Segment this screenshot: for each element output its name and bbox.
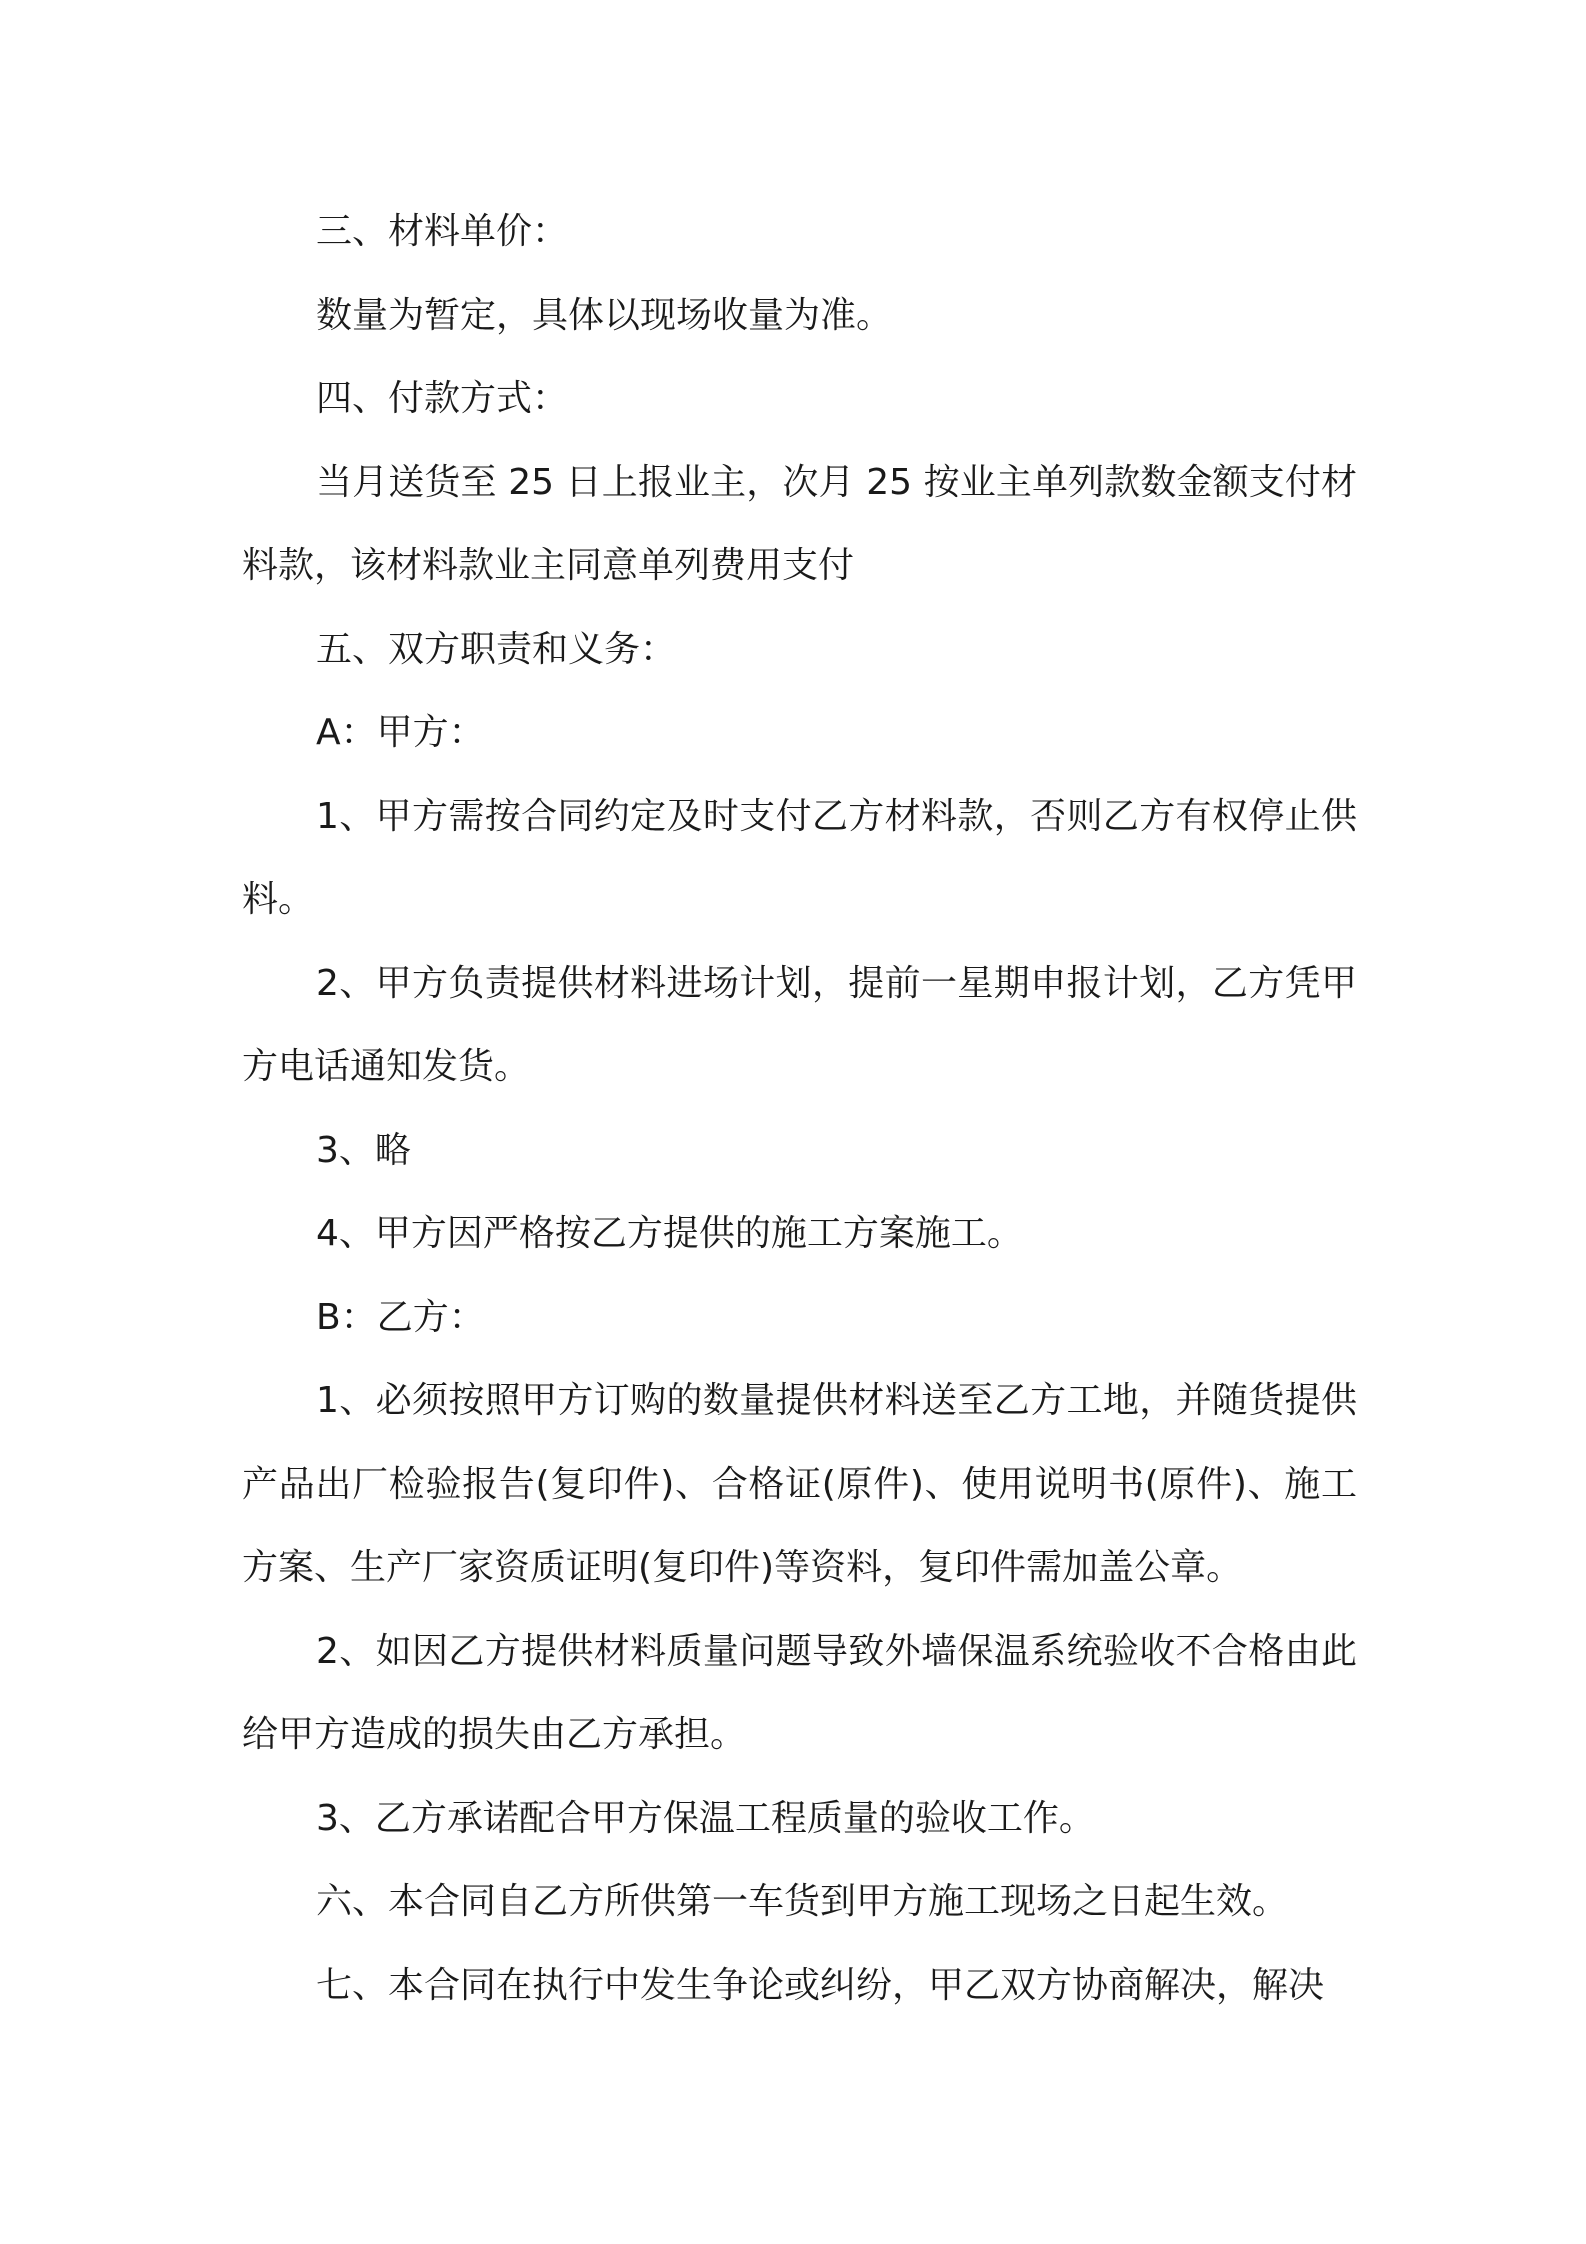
section-heading-material-price: 三、材料单价： [316,211,569,252]
section-heading-payment: 四、付款方式： [316,378,569,419]
document-body [242,190,1357,2027]
section-heading-duties: 五、双方职责和义务： [316,628,677,670]
section-heading-effective-date: 六、本合同自乙方所供第一车货到甲方施工现场之日起生效。 [316,1881,1289,1922]
paragraph-payment-terms: 当月送货至 25 日上报业主，次月 25 按业主单列款数金额支付材料款，该材料款业主同意单列费用支付 [242,461,1357,586]
party-a-clause-3: 3、略 [316,1129,411,1171]
party-b-clause-2: 2、如因乙方提供材料质量问题导致外墙保温系统验收不合格由此给甲方造成的损失由乙方承担。 [242,1630,1357,1755]
party-a-clause-1: 1、甲方需按合同约定及时支付乙方材料款，否则乙方有权停止供料。 [242,795,1357,920]
paragraph-quantity-note: 数量为暂定，具体以现场收量为准。 [316,294,893,336]
party-a-clause-2: 2、甲方负责提供材料进场计划，提前一星期申报计划，乙方凭甲方电话通知发货。 [242,962,1357,1087]
subheading-party-a: A：甲方： [316,712,485,753]
party-b-clause-3: 3、乙方承诺配合甲方保温工程质量的验收工作。 [316,1797,1095,1839]
subheading-party-b: B：乙方： [316,1296,485,1338]
party-a-clause-4: 4、甲方因严格按乙方提供的施工方案施工。 [316,1213,1023,1254]
party-b-clause-1: 1、必须按照甲方订购的数量提供材料送至乙方工地，并随货提供产品出厂检验报告(复印件)、合格证(原件)、使用说明书(原件)、施工方案、生产厂家资质证明(复印件)等资料，复印件需加盖公章。 [242,1380,1357,1588]
section-heading-disputes: 七、本合同在执行中发生争论或纠纷，甲乙双方协商解决，解决 [316,1964,1325,2006]
